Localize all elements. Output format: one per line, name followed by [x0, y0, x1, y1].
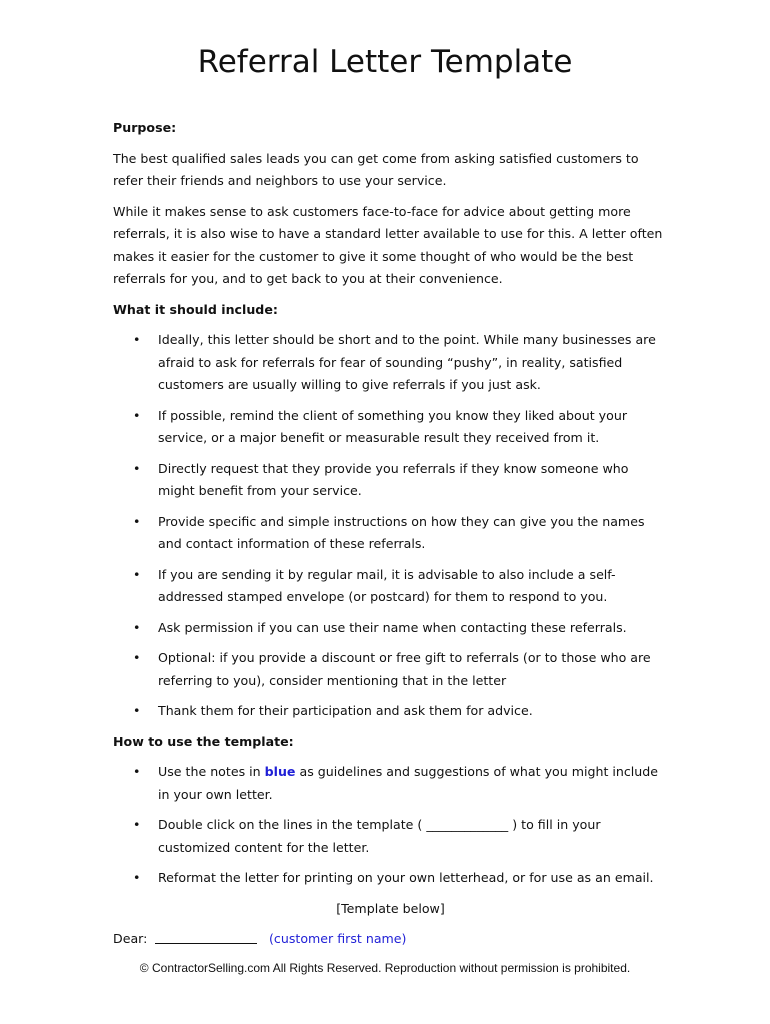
customer-name-note: (customer first name) [269, 931, 407, 946]
howto-heading: How to use the template: [113, 733, 294, 749]
purpose-paragraph-1: The best qualified sales leads you can get come from asking satisfied customers to refer their friends and neighbors to use your service. [113, 150, 639, 188]
bullet-icon: • [133, 817, 141, 832]
copyright-footer: © ContractorSelling.com All Rights Reserved. Reproduction without permission is prohibited. [139, 961, 631, 975]
list-item-text: Ideally, this letter should be short and to the point. While many businesses are afraid to ask for referrals for fear of sounding “pushy”, in reality, satisfied customers are usually willing to give referrals if you just ask. [158, 332, 656, 392]
dear-label: Dear: [113, 931, 148, 946]
include-list [113, 329, 668, 723]
list-item [113, 647, 668, 692]
bullet-icon: • [133, 460, 141, 476]
bullet-icon: • [133, 407, 141, 423]
bullet-icon: • [133, 764, 141, 779]
list-item [113, 867, 668, 890]
list-item-text: Double click on the lines in the template ( _____________ ) to fill in your customized content for the letter. [158, 817, 601, 855]
list-item-text: Directly request that they provide you referrals if they know someone who might benefit from your service. [158, 460, 629, 498]
list-item-text: If you are sending it by regular mail, it is advisable to also include a self-addressed stamped envelope (or postcard) for them to respond to you. [158, 566, 616, 604]
list-item-text: Thank them for their participation and ask them for advice. [158, 703, 533, 718]
list-item [113, 617, 668, 640]
bullet-icon: • [133, 650, 141, 665]
purpose-heading: Purpose: [113, 120, 177, 135]
bullet-icon: • [133, 619, 141, 635]
document-body [113, 117, 668, 950]
bullet-icon: • [133, 703, 141, 718]
list-item-text: If possible, remind the client of something you know they liked about your service, or a major benefit or measurable result they received from it. [158, 407, 627, 445]
list-item-text: Ask permission if you can use their name when contacting these referrals. [158, 619, 627, 635]
bullet-icon: • [133, 566, 141, 582]
document-title: Referral Letter Template [197, 44, 573, 80]
list-item-text-pre: Use the notes in [158, 764, 265, 779]
list-item [113, 458, 668, 503]
bullet-icon: • [133, 513, 141, 529]
template-below-label: [Template below] [336, 900, 445, 916]
list-item-text-post: as guidelines and suggestions of what you might include in your own letter. [158, 764, 659, 802]
howto-list [113, 761, 668, 890]
list-item [113, 761, 668, 806]
list-item [113, 700, 668, 723]
list-item [113, 511, 668, 556]
list-item-text: Provide specific and simple instructions on how they can give you the names and contact information of these referrals. [158, 513, 645, 551]
list-item [113, 405, 668, 450]
salutation-row [113, 928, 668, 950]
blue-keyword: blue [264, 764, 296, 779]
customer-name-field[interactable] [155, 943, 257, 944]
list-item [113, 329, 668, 397]
bullet-icon: • [133, 870, 141, 885]
purpose-paragraph-2: While it makes sense to ask customers face-to-face for advice about getting more referrals, it is also wise to have a standard letter available to use for this. A letter often makes it easier for the customer to give it some thought of who would be the best referrals for you, and to get back to you at their convenience. [113, 203, 663, 286]
list-item [113, 814, 668, 859]
list-item [113, 564, 668, 609]
list-item-text: Reformat the letter for printing on your own letterhead, or for use as an email. [158, 870, 654, 885]
include-heading: What it should include: [113, 301, 278, 317]
list-item-text: Optional: if you provide a discount or free gift to referrals (or to those who are referring to you), consider mentioning that in the letter [158, 650, 651, 688]
bullet-icon: • [133, 332, 141, 347]
